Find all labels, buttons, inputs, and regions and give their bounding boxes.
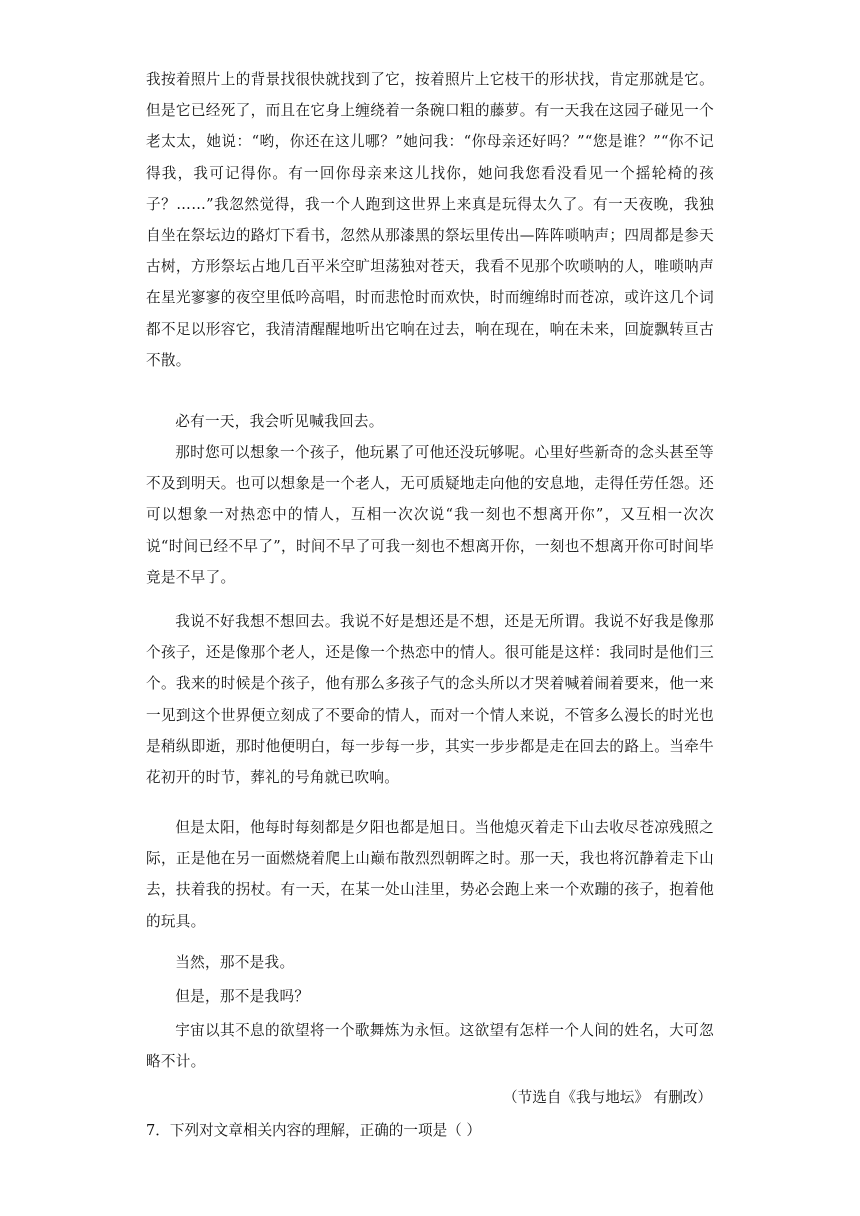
paragraph-2: 必有一天，我会听见喊我回去。	[175, 413, 384, 430]
passage-block-4	[146, 606, 714, 793]
passage-block-3	[146, 437, 714, 593]
paragraph-8: 宇宙以其不息的欲望将一个歌舞炼为永恒。这欲望有怎样一个人间的姓名，大可忽略不计。	[146, 1022, 714, 1071]
paragraph-5: 但是太阳，他每时每刻都是夕阳也都是旭日。当他熄灭着走下山去收尽苍凉残照之际，正是他在另一面燃烧着爬上山巅布散烈烈朝晖之时。那一天，我也将沉静着走下山去，扶着我的拐杖。有一天，在某一处山洼里，势必会跑上来一个欢蹦的孩子，抱着他的玩具。	[146, 819, 714, 930]
passage-block-7	[146, 981, 714, 1012]
passage-block-8	[146, 1015, 714, 1077]
passage-block-1	[146, 64, 714, 376]
paragraph-1: 我按着照片上的背景找很快就找到了它，按着照片上它枝干的形状找，肯定那就是它。但是它已经死了，而且在它身上缠绕着一条碗口粗的藤萝。有一天我在这园子碰见一个老太太，她说：“哟，你还在这儿哪？”她问我：“你母亲还好吗？”“您是谁？”“你不记得我，我可记得你。有一回你母亲来这儿找你，她问我您看没看见一个摇轮椅的孩子？……”我忽然觉得，我一个人跑到这世界上来真是玩得太久了。有一天夜晚，我独自坐在祭坛边的路灯下看书，忽然从那漆黑的祭坛里传出—阵阵唢呐声；四周都是参天古树，方形祭坛占地几百平米空旷坦荡独对苍天，我看不见那个吹唢呐的人，唯唢呐声在星光寥寥的夜空里低吟高唱，时而悲怆时而欢快，时而缠绵时而苍凉，或许这几个词都不足以形容它，我清清醒醒地听出它响在过去，响在现在，响在未来，回旋飘转亘古不散。	[146, 71, 714, 369]
question-7: 7．下列对文章相关内容的理解，正确的一项是（ ）	[146, 1122, 481, 1139]
paragraph-3: 那时您可以想象一个孩子，他玩累了可他还没玩够呢。心里好些新奇的念头甚至等不及到明天。也可以想象是一个老人，无可质疑地走向他的安息地，走得任劳任怨。还可以想象一对热恋中的情人，互相一次次说“我一刻也不想离开你”，又互相一次次说“时间已经不早了”，时间不早了可我一刻也不想离开你，一刻也不想离开你可时间毕竟是不早了。	[146, 444, 714, 586]
paragraph-6: 当然，那不是我。	[175, 954, 295, 971]
passage-block-6	[146, 947, 714, 978]
paragraph-4: 我说不好我想不想回去。我说不好是想还是不想，还是无所谓。我说不好我是像那个孩子，还是像那个老人，还是像一个热恋中的情人。很可能是这样：我同时是他们三个。我来的时候是个孩子，他有那么多孩子气的念头所以才哭着喊着闹着要来，他一来一见到这个世界便立刻成了不要命的情人，而对一个情人来说，不管多么漫长的时光也是稍纵即逝，那时他便明白，每一步每一步，其实一步步都是走在回去的路上。当牵牛花初开的时节，葬礼的号角就已吹响。	[146, 613, 714, 787]
passage-block-2	[146, 406, 714, 437]
paragraph-7: 但是，那不是我吗？	[175, 988, 310, 1005]
source-citation: （节选自《我与地坛》 有删改）	[503, 1089, 712, 1106]
passage-block-5	[146, 812, 714, 937]
